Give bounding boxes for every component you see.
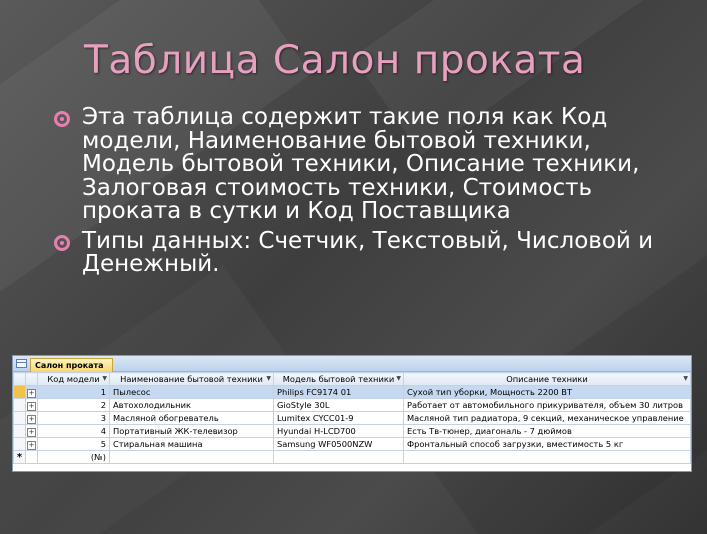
cell-description[interactable]: Сухой тип уборки, Мощность 2200 ВТ xyxy=(404,386,691,399)
cell-description[interactable]: Работает от автомобильного прикуривателя, объем 30 литров xyxy=(404,399,691,412)
column-header-label: Описание техники xyxy=(506,373,588,384)
column-header-label: Наименование бытовой техники xyxy=(120,373,263,384)
expand-plus-icon[interactable]: + xyxy=(28,388,35,397)
table-row[interactable] xyxy=(14,412,691,425)
column-header-description[interactable] xyxy=(404,373,691,386)
datasheet xyxy=(13,372,691,464)
expand-cell[interactable] xyxy=(26,399,38,412)
expand-cell[interactable] xyxy=(26,412,38,425)
cell-description[interactable]: Фронтальный способ загрузки, вместимость 5 кг xyxy=(404,438,691,451)
cell-model[interactable]: Philips FC9174 01 xyxy=(274,386,404,399)
slide-title: Таблица Салон проката xyxy=(84,38,586,83)
bullet-text: Типы данных: Счетчик, Текстовый, Числовой и Денежный. xyxy=(82,227,654,277)
bullet-item xyxy=(52,106,672,224)
cell-model-new[interactable] xyxy=(274,451,404,464)
dropdown-arrow-icon[interactable]: ▼ xyxy=(683,375,688,382)
column-header-name[interactable] xyxy=(110,373,274,386)
expand-plus-icon[interactable]: + xyxy=(28,440,35,449)
cell-description[interactable]: Масляной тип радиатора, 9 секций, механическое управление xyxy=(404,412,691,425)
column-header-label: Код модели xyxy=(47,373,100,384)
cell-code-new[interactable]: (№) xyxy=(38,451,110,464)
expand-plus-icon[interactable]: + xyxy=(28,427,35,436)
bullet-text: Эта таблица содержит такие поля как Код модели, Наименование бытовой техники, Модель бытовой техники, Описание техники, Залоговая стоимость техники, Стоимость проката в сутки и Код Поставщика xyxy=(82,104,640,224)
bullet-list xyxy=(52,106,672,283)
new-record-star-icon: * xyxy=(16,451,23,463)
expand-column-header xyxy=(26,373,38,386)
new-record-selector[interactable] xyxy=(14,451,26,464)
cell-description[interactable]: Есть Тв-тюнер, диагональ - 7 дюймов xyxy=(404,425,691,438)
record-selector[interactable] xyxy=(14,399,26,412)
record-selector[interactable] xyxy=(14,425,26,438)
cell-code[interactable]: 5 xyxy=(38,438,110,451)
cell-name[interactable]: Автохолодильник xyxy=(110,399,274,412)
dropdown-arrow-icon[interactable]: ▼ xyxy=(266,375,271,382)
expand-cell[interactable] xyxy=(26,438,38,451)
select-all-corner[interactable] xyxy=(14,373,26,386)
bullet-circle-icon xyxy=(54,235,70,251)
table-icon xyxy=(16,359,27,368)
bullet-item xyxy=(52,227,672,277)
expand-plus-icon[interactable]: + xyxy=(28,414,35,423)
cell-name[interactable]: Пылесос xyxy=(110,386,274,399)
cell-code[interactable]: 1 xyxy=(38,386,110,399)
table-row[interactable] xyxy=(14,399,691,412)
cell-code[interactable]: 3 xyxy=(38,412,110,425)
cell-name-new[interactable] xyxy=(110,451,274,464)
expand-plus-icon[interactable]: + xyxy=(28,401,35,410)
tab-bar xyxy=(13,356,691,372)
cell-name[interactable]: Стиральная машина xyxy=(110,438,274,451)
bullet-circle-icon xyxy=(54,111,70,127)
new-record-row[interactable] xyxy=(14,451,691,464)
cell-model[interactable]: Lumitex CYCC01-9 xyxy=(274,412,404,425)
cell-code[interactable]: 2 xyxy=(38,399,110,412)
expand-cell xyxy=(26,451,38,464)
cell-description-new[interactable] xyxy=(404,451,691,464)
column-header-model[interactable] xyxy=(274,373,404,386)
record-selector[interactable] xyxy=(14,386,26,399)
access-table-window xyxy=(12,355,692,472)
dropdown-arrow-icon[interactable]: ▼ xyxy=(102,375,107,382)
table-row[interactable] xyxy=(14,438,691,451)
dropdown-arrow-icon[interactable]: ▼ xyxy=(396,375,401,382)
tab-salon-prokata[interactable]: Салон проката xyxy=(30,358,113,372)
expand-cell[interactable] xyxy=(26,425,38,438)
header-row xyxy=(14,373,691,386)
table-row[interactable] xyxy=(14,386,691,399)
record-selector[interactable] xyxy=(14,412,26,425)
cell-model[interactable]: GioStyle 30L xyxy=(274,399,404,412)
expand-cell[interactable] xyxy=(26,386,38,399)
column-header-code[interactable] xyxy=(38,373,110,386)
cell-code[interactable]: 4 xyxy=(38,425,110,438)
cell-model[interactable]: Samsung WF0500NZW xyxy=(274,438,404,451)
record-selector[interactable] xyxy=(14,438,26,451)
column-header-label: Модель бытовой техники xyxy=(282,373,395,384)
cell-name[interactable]: Масляной обогреватель xyxy=(110,412,274,425)
cell-name[interactable]: Портативный ЖК-телевизор xyxy=(110,425,274,438)
table-row[interactable] xyxy=(14,425,691,438)
cell-model[interactable]: Hyundai H-LCD700 xyxy=(274,425,404,438)
